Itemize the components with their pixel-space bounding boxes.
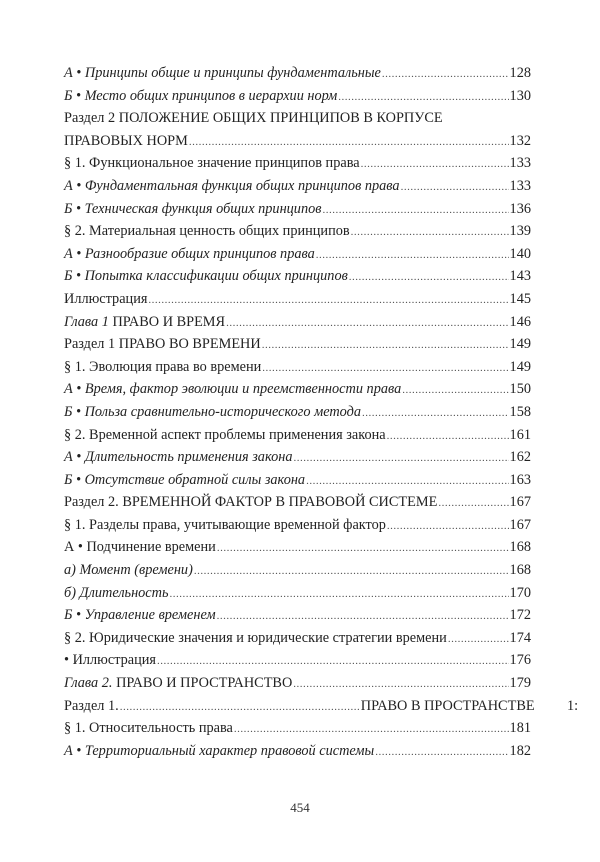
toc-entry[interactable] [64, 536, 531, 559]
toc-title: Иллюстрация [64, 290, 148, 307]
leader-dots [226, 312, 508, 335]
toc-title: Материальная ценность общих принципов [89, 223, 350, 240]
toc-prefix: А • [64, 449, 85, 466]
toc-title: Длительность применения закона [84, 449, 293, 466]
toc-page: 158 [509, 403, 531, 420]
toc-entry[interactable] [64, 469, 531, 492]
toc-entry[interactable] [64, 424, 531, 447]
toc-prefix: § 2. [64, 223, 90, 240]
toc-page: 172 [509, 607, 531, 624]
toc-page: 1: [567, 697, 579, 714]
toc-prefix: Раздел 2 [64, 110, 119, 127]
toc-prefix: Б • [64, 87, 85, 104]
toc-prefix: § 1. [64, 516, 90, 533]
leader-dots [293, 673, 508, 696]
toc-title: ПРАВО И ВРЕМЯ [112, 313, 226, 330]
toc-title: Разнообразие общих принципов права [84, 245, 315, 262]
toc-title: ПРАВО В ПРОСТРАНСТВЕ [360, 697, 535, 714]
toc-prefix: Б • [64, 403, 85, 420]
toc-prefix: Б • [64, 471, 85, 488]
leader-dots [402, 379, 508, 402]
toc-page: 174 [509, 629, 531, 646]
toc-page: 143 [509, 268, 531, 285]
toc-title: ВРЕМЕННОЙ ФАКТОР В ПРАВОВОЙ СИСТЕМЕ [122, 494, 438, 511]
toc-page: 170 [509, 584, 531, 601]
toc-entry[interactable] [64, 175, 531, 198]
leader-dots [438, 492, 508, 515]
leader-dots [306, 470, 508, 493]
toc-prefix: Раздел 2. [64, 494, 123, 511]
toc-page: 179 [509, 675, 531, 692]
toc-title: ПРАВО И ПРОСТРАНСТВО [116, 675, 293, 692]
toc-page: 128 [509, 65, 531, 81]
toc-title: Место общих принципов в иерархии норм [84, 87, 338, 104]
toc-title: Эволюция права во времени [89, 358, 262, 375]
toc-prefix: Раздел 1 [64, 336, 119, 353]
page-number: 454 [290, 800, 310, 815]
toc-entry[interactable] [64, 717, 531, 740]
toc-page: 146 [509, 313, 531, 330]
toc-page: 168 [509, 562, 531, 579]
toc-entry-line1[interactable] [64, 107, 531, 130]
toc-prefix: А • [64, 245, 85, 262]
toc-prefix: § 2. [64, 426, 90, 443]
toc-prefix: § 1. [64, 720, 90, 737]
toc-entry[interactable] [64, 130, 531, 153]
toc-entry[interactable] [64, 198, 531, 221]
toc-entry[interactable] [64, 649, 531, 672]
toc-page: 162 [509, 449, 531, 466]
toc-page: 132 [509, 132, 531, 149]
toc-page: 163 [509, 471, 531, 488]
toc-page: 168 [509, 539, 531, 556]
toc-title: Разделы права, учитывающие временной фактор [89, 516, 386, 533]
leader-dots [362, 402, 509, 425]
toc-page: 182 [509, 742, 531, 759]
toc-title: Момент (времени) [79, 562, 193, 579]
toc-entry[interactable] [64, 514, 531, 537]
toc-title: Фундаментальная функция общих принципов права [84, 177, 400, 194]
toc-title: Польза сравнительно-исторического метода [84, 403, 362, 420]
leader-dots [387, 515, 509, 538]
toc-prefix: Глава 1 [64, 313, 113, 330]
leader-dots [262, 357, 508, 380]
leader-dots [189, 131, 509, 154]
toc-entry[interactable] [64, 740, 531, 763]
toc-page: 145 [509, 290, 531, 307]
leader-dots [387, 425, 509, 448]
toc-entry[interactable] [64, 627, 531, 650]
toc-prefix: § 1. [64, 155, 90, 172]
toc-title-line1: ПОЛОЖЕНИЕ ОБЩИХ ПРИНЦИПОВ В КОРПУСЕ [118, 110, 443, 127]
toc-title: Юридические значения и юридические стратегии времени [89, 629, 447, 646]
toc-page: 130 [509, 87, 531, 104]
toc-prefix: Б • [64, 607, 85, 624]
toc-prefix: А • [64, 177, 85, 194]
leader-dots [234, 718, 509, 741]
toc-page: 150 [509, 381, 531, 398]
leader-dots [217, 537, 509, 560]
toc-entry[interactable] [64, 378, 531, 401]
toc-page: 133 [509, 177, 531, 194]
toc-title: Принципы общие и принципы фундаментальные [84, 65, 381, 81]
toc-entry[interactable] [64, 333, 531, 356]
leader-dots [361, 153, 509, 176]
table-of-contents [64, 62, 579, 762]
toc-entry[interactable] [64, 243, 531, 266]
toc-entry[interactable] [64, 152, 531, 175]
toc-title: Подчинение времени [86, 539, 216, 556]
leader-dots [262, 334, 509, 357]
toc-entry[interactable] [64, 672, 531, 695]
toc-entry[interactable] [64, 265, 531, 288]
toc-title: Время, фактор эволюции и преемственности права [84, 381, 402, 398]
leader-dots [120, 696, 360, 719]
leader-dots [316, 244, 509, 267]
toc-entry[interactable] [64, 62, 531, 85]
toc-prefix: А • [64, 742, 85, 759]
toc-page: 133 [509, 155, 531, 172]
toc-entry[interactable] [64, 604, 531, 627]
toc-prefix: Глава 2. [64, 675, 117, 692]
leader-dots [338, 86, 508, 109]
toc-entry-misaligned[interactable] [64, 695, 579, 718]
leader-dots [382, 63, 509, 86]
toc-prefix: § 1. [64, 358, 90, 375]
toc-entry[interactable] [64, 356, 531, 379]
toc-entry[interactable] [64, 288, 531, 311]
leader-dots [349, 266, 509, 289]
toc-entry[interactable] [64, 220, 531, 243]
toc-prefix: Б • [64, 268, 85, 285]
toc-prefix: § 2. [64, 629, 90, 646]
toc-page: 181 [509, 720, 531, 737]
leader-dots [169, 583, 508, 606]
toc-title: Попытка классификации общих принципов [84, 268, 348, 285]
toc-page: 167 [509, 516, 531, 533]
leader-dots [148, 289, 508, 312]
leader-dots [401, 176, 509, 199]
toc-title: Относительность права [89, 720, 233, 737]
toc-prefix: А • [64, 539, 87, 556]
toc-entry[interactable] [64, 491, 531, 514]
toc-title: ПРАВО ВО ВРЕМЕНИ [118, 336, 261, 353]
toc-title: Техническая функция общих принципов [84, 200, 322, 217]
toc-page: 149 [509, 336, 531, 353]
toc-title: Управление временем [84, 607, 216, 624]
toc-title: Отсутствие обратной силы закона [84, 471, 306, 488]
toc-prefix: а) [64, 562, 80, 579]
toc-page: 136 [509, 200, 531, 217]
toc-page: 139 [509, 223, 531, 240]
toc-title: Временной аспект проблемы применения закона [89, 426, 386, 443]
toc-prefix: Раздел 1. [64, 697, 119, 714]
toc-entry[interactable] [64, 559, 531, 582]
toc-page: 140 [509, 245, 531, 262]
toc-page: 149 [509, 358, 531, 375]
toc-page: 161 [509, 426, 531, 443]
toc-title: Иллюстрация [72, 652, 157, 669]
toc-entry[interactable] [64, 401, 531, 424]
leader-dots [375, 741, 508, 764]
toc-entry[interactable] [64, 311, 531, 334]
toc-title: Длительность [79, 584, 169, 601]
toc-prefix: Б • [64, 200, 85, 217]
toc-title: Территориальный характер правовой системы [84, 742, 375, 759]
toc-title: Функциональное значение принципов права [89, 155, 360, 172]
leader-dots [194, 560, 509, 583]
leader-dots [351, 221, 509, 244]
toc-page: 167 [509, 494, 531, 511]
toc-entry[interactable] [64, 446, 531, 469]
leader-dots [322, 199, 508, 222]
toc-page: 176 [509, 652, 531, 669]
toc-title: ПРАВОВЫХ НОРМ [64, 132, 188, 149]
toc-entry[interactable] [64, 85, 531, 108]
leader-dots [294, 447, 509, 470]
toc-prefix: А • [64, 381, 85, 398]
toc-prefix: А • [64, 65, 85, 81]
toc-prefix: б) [64, 584, 80, 601]
leader-dots [217, 605, 509, 628]
leader-dots [448, 628, 509, 651]
toc-entry[interactable] [64, 582, 531, 605]
leader-dots [157, 650, 509, 673]
toc-prefix: • [64, 652, 73, 669]
